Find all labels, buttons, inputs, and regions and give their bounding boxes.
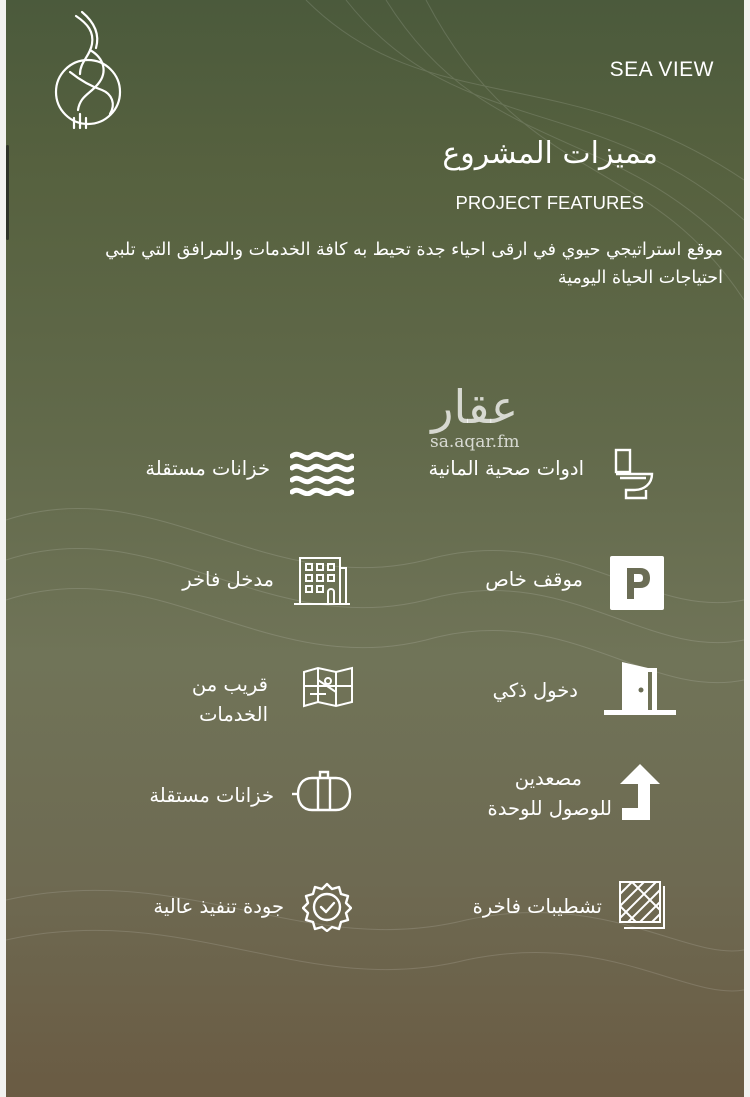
feature-label: موقف خاص [485,568,583,591]
feature-label: مدخل فاخر [182,568,274,591]
page-title-ar: مميزات المشروع [442,136,658,171]
elevator-arrow-icon [618,762,662,824]
toilet-icon [612,448,658,500]
parking-icon [610,556,664,610]
feature-label: خزانات مستقلة [149,784,274,807]
project-logo [50,10,132,130]
feature-label-line1: مصعدين [514,767,582,790]
feature-label-line2: للوصول للوحدة [487,797,612,820]
feature-card [6,0,744,1097]
map-icon [302,666,354,708]
brand-name: SEA VIEW [609,58,714,81]
feature-label: ادوات صحية المانية [428,457,584,480]
tank-icon [292,770,354,816]
scroll-edge [6,145,9,240]
water-waves-icon [290,450,354,496]
feature-label: خزانات مستقلة [145,457,270,480]
feature-label: تشطيبات فاخرة [472,895,602,918]
feature-label: جودة تنفيذ عالية [153,895,284,918]
project-description: موقع استراتيجي حيوي في ارقى احياء جدة تحيط به كافة الخدمات والمرافق التي تلبي احتياجات الحياة اليومية [105,240,723,288]
tiles-icon [618,880,668,932]
page-title-en: PROJECT FEATURES [455,192,644,213]
feature-label-line2: الخدمات [199,703,268,726]
watermark-text: عقار [431,380,519,434]
building-icon [294,556,350,606]
door-icon [604,660,676,718]
watermark-url: sa.aqar.fm [430,432,520,452]
feature-label-line1: قريب من [191,673,268,696]
watermark [430,382,520,452]
quality-badge-icon [302,882,352,932]
feature-label: دخول ذكي [492,679,578,702]
